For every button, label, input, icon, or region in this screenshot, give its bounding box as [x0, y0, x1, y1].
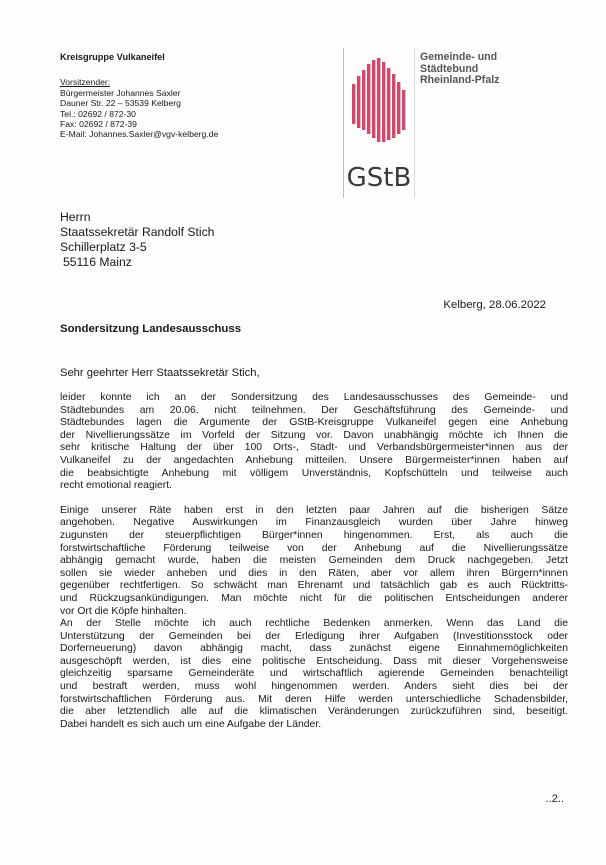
page-marker: ..2..	[545, 793, 564, 805]
sender-role: Vorsitzender:	[60, 77, 111, 88]
body-line: Dabei handelt es sich auch um eine Aufgabe der Länder.	[60, 718, 322, 730]
sender-address: Dauner Str. 22 – 53539 Kelberg	[60, 98, 181, 109]
letter-greeting: Sehr geehrter Herr Staatssekretär Stich,	[60, 367, 260, 379]
body-line: sollen sie wieder anheben und dies in den Räten, aber vor allem ihren Bürgern*innen	[60, 567, 568, 579]
body-line: die beabsichtigte Anhebung mit völligem Unverständnis, Kopfschütteln und teilweise auch	[60, 467, 568, 479]
logo-stripe	[352, 84, 355, 124]
logo-line-3: Rheinland-Pfalz	[420, 74, 500, 87]
logo-stripe	[377, 58, 380, 142]
recipient-city: 55116 Mainz	[63, 255, 132, 269]
logo-stripe	[362, 70, 365, 130]
sender-organization: Kreisgruppe Vulkaneifel	[60, 52, 165, 62]
body-line: sehr kritische Haltung der über 100 Orts-, Stadt- und Verbandsbürgermeister*innen aus der	[60, 442, 568, 454]
body-line: und Rückzugsankündigungen. Man möchte nicht für die politischen Entscheidungen anderer	[60, 592, 568, 604]
body-paragraph	[60, 618, 568, 731]
paragraph-gap	[60, 493, 568, 505]
body-line: die aber letztendlich alle auf die klimatischen Veränderungen zurückzuführen sind, beseitigt.	[60, 706, 568, 718]
body-paragraph	[60, 505, 568, 618]
recipient-address	[60, 210, 214, 270]
logo-stripe	[372, 60, 375, 138]
recipient-street: Schillerplatz 3-5	[60, 240, 147, 254]
body-paragraph	[60, 392, 568, 493]
logo-stripe	[397, 82, 400, 134]
logo-wordmark	[420, 52, 570, 87]
body-line: Einige unserer Räte haben erst in den letzten paar Jahren auf die bisherigen Sätze	[60, 504, 568, 516]
body-line: zugunsten der steuerpflichtigen Bürger*innen hingenommen. Erst, als auch die	[60, 529, 568, 541]
logo-stripe	[387, 68, 390, 140]
body-line: gegenüber rechtfertigen. So schwächt man Ehrenamt und tatsächlich gab es auch Rücktritts-	[60, 580, 568, 592]
body-line: An der Stelle möchte ich auch rechtliche Bedenken anmerken. Wenn das Land die	[60, 618, 568, 630]
sender-email: E-Mail: Johannes.Saxler@vgv-kelberg.de	[60, 129, 219, 140]
logo-line-1: Gemeinde- und	[420, 51, 498, 63]
body-line: Städtebundes lagen die Argumente der GStB-Kreisgruppe Vulkaneifel gegen eine Anhebung	[60, 417, 568, 429]
body-line: Dorferneuerung) davon abhängig macht, dass zunächst eigene Einnahmemöglichkeiten	[60, 643, 568, 655]
body-line: angehoben. Negative Auswirkungen im Finanzausgleich wurden über Jahre hinweg	[60, 517, 568, 529]
rhineland-map-icon	[350, 54, 408, 154]
logo-stripe	[392, 74, 395, 138]
body-line: forstwirtschaftlichen Förderung aus. Mit deren Hilfe werden unterschiedliche Schadensbilder,	[60, 693, 568, 705]
body-line: der Nivellierungssätze im Vorfeld der Sitzung vor. Davon unabhängig möchte ich Ihnen die	[60, 429, 568, 441]
sender-name: Bürgermeister Johannes Saxler	[60, 87, 181, 98]
letter-date: Kelberg, 28.06.2022	[443, 299, 546, 311]
body-line: vor Ort die Köpfe hinhalten.	[60, 605, 187, 617]
body-line: Unterstützung der Gemeinden bei der Erledigung ihrer Aufgaben (Investitionsstock oder	[60, 630, 568, 642]
body-line: Städtebundes am 20.06. nicht teilnehmen. Der Geschäftsführung des Gemeinde- und	[60, 404, 568, 416]
sender-fax: Fax: 02692 / 872-39	[60, 119, 137, 130]
body-line: ausgeschöpft werden, ist dies eine politische Entscheidung. Dass mit dieser Vorgehensweise	[60, 655, 568, 667]
sender-block	[60, 52, 320, 140]
body-line: abhängig gemacht wurde, haben die meisten Gemeinden dem Druck nachgegeben. Jetzt	[60, 555, 568, 567]
logo-stripe	[367, 64, 370, 134]
logo-line-2: Städtebund	[420, 62, 479, 75]
gstb-logo	[343, 48, 415, 198]
body-line: gleichzeitig sparsame Gemeinderäte und wirtschaftlich agierende Gemeinden benachteiligt	[60, 668, 568, 680]
recipient-name: Staatssekretär Randolf Stich	[60, 225, 215, 239]
logo-stripe	[402, 90, 405, 130]
letter-subject: Sondersitzung Landesausschuss	[60, 323, 242, 335]
logo-abbreviation: GStB	[346, 163, 412, 193]
body-line: leider konnte ich an der Sondersitzung des Landesausschusses des Gemeinde- und	[60, 392, 568, 403]
body-line: forstwirtschaftliche Förderung teilweise von der Anhebung auf die Nivellierungssätze	[60, 542, 568, 554]
letter-body	[60, 392, 568, 731]
recipient-salutation: Herrn	[60, 210, 91, 224]
body-line: und bestraft werden, muss wohl hingenommen werden. Anders sieht dies bei der	[60, 681, 568, 693]
logo-stripe	[357, 76, 360, 128]
logo-stripe	[382, 62, 385, 142]
body-line: recht emotional reagiert.	[60, 480, 173, 492]
sender-phone: Tel.: 02692 / 872-30	[60, 108, 136, 119]
body-line: Vulkaneifel zu der angedachten Anhebung mitteilen. Unsere Bürgermeister*innen haben auf	[60, 454, 568, 466]
